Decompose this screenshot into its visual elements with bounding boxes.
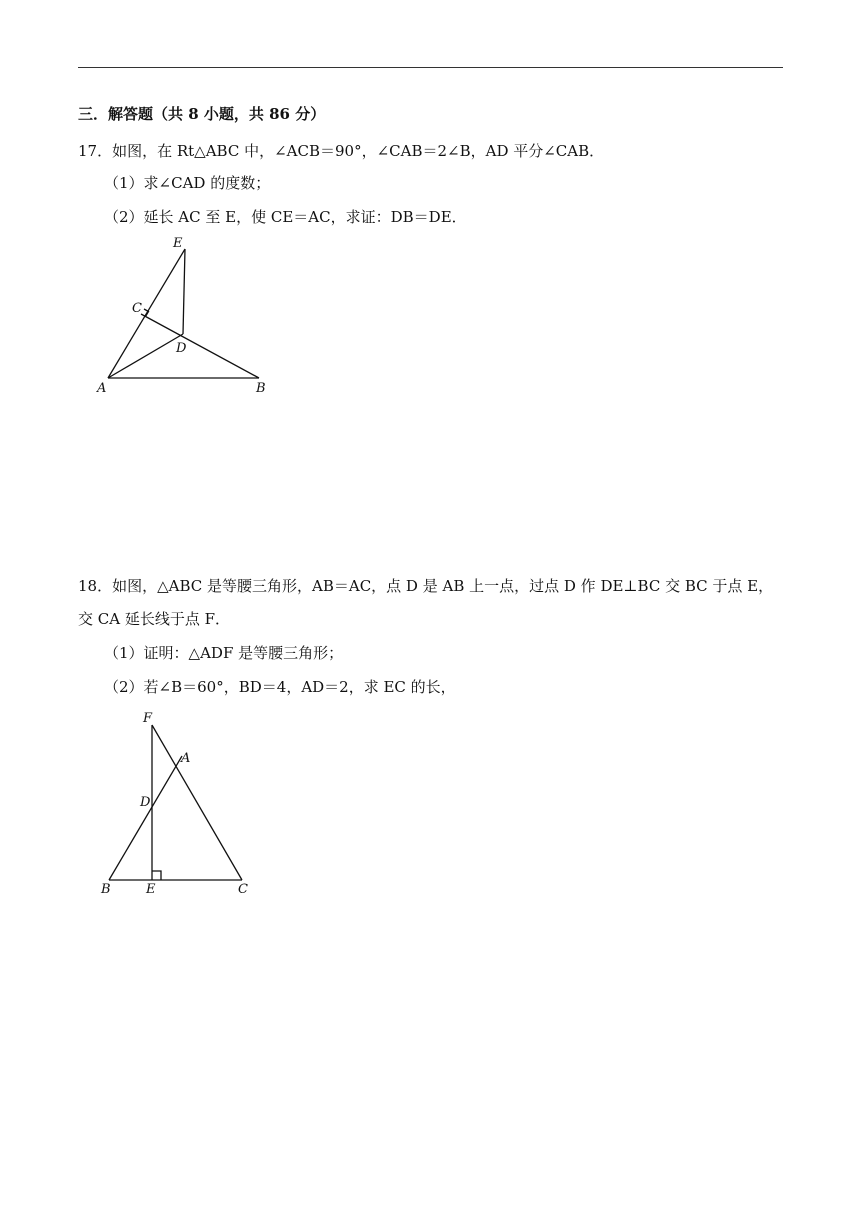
q18-segment-FC <box>152 725 242 880</box>
q17-label-E: E <box>173 236 183 251</box>
q17-segment-AD <box>108 334 183 378</box>
q17-segment-CB <box>141 314 259 378</box>
q18-part2: （2）若∠B＝60°，BD＝4，AD＝2，求 EC 的长， <box>104 678 456 696</box>
q17-stem: 17．如图，在 Rt△ABC 中，∠ACB＝90°，∠CAB＝2∠B，AD 平分∠CAB． <box>78 142 605 160</box>
q18-figure <box>95 705 265 897</box>
q17-label-B: B <box>256 381 266 396</box>
q17-label-D: D <box>176 341 187 356</box>
q18-label-F: F <box>143 711 153 726</box>
q18-label-B: B <box>101 882 111 897</box>
q17-part2: （2）延长 AC 至 E，使 CE＝AC，求证：DB＝DE． <box>104 208 467 226</box>
q18-segment-BA <box>109 756 182 880</box>
q17-part1: （1）求∠CAD 的度数； <box>104 174 271 192</box>
q18-label-A: A <box>181 751 191 766</box>
q18-stem-line1: 18．如图，△ABC 是等腰三角形，AB＝AC，点 D 是 AB 上一点，过点 D 作 DE⊥BC 交 BC 于点 E， <box>78 577 774 595</box>
q18-label-E: E <box>146 882 156 897</box>
q18-part1: （1）证明：△ADF 是等腰三角形； <box>104 644 344 662</box>
section-title: 三．解答题（共 8 小题，共 86 分） <box>78 105 326 123</box>
q18-stem-line2: 交 CA 延长线于点 F． <box>78 610 231 628</box>
header-rule <box>78 67 783 68</box>
q18-label-C: C <box>238 882 248 897</box>
q17-segment-AE <box>108 249 185 378</box>
q18-label-D: D <box>140 795 151 810</box>
q18-right-angle-mark <box>152 871 161 880</box>
q17-label-C: C <box>132 301 142 316</box>
q17-segment-ED <box>183 249 185 334</box>
q17-figure <box>90 232 280 400</box>
q17-label-A: A <box>97 381 107 396</box>
